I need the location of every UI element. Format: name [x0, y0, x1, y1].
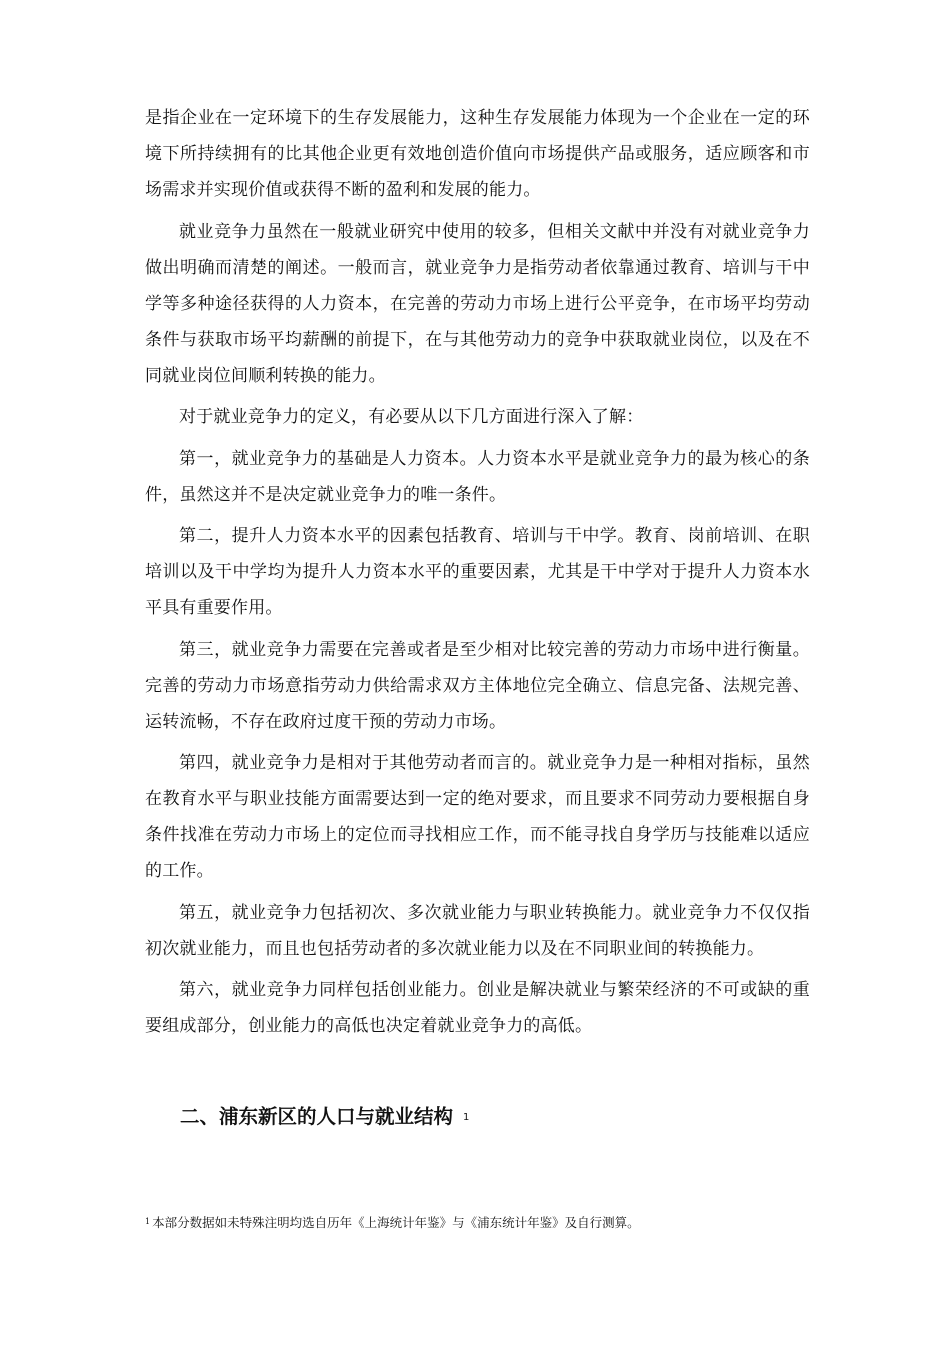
paragraph-6: 第三，就业竞争力需要在完善或者是至少相对比较完善的劳动力市场中进行衡量。完善的劳动力市场意指劳动力供给需求双方主体地位完全确立、信息完备、法规完善、运转流畅，不存在政府过度干预的劳动力市场。 [145, 639, 810, 732]
paragraph-2: 就业竞争力虽然在一般就业研究中使用的较多，但相关文献中并没有对就业竞争力做出明确而清楚的阐述。一般而言，就业竞争力是指劳动者依靠通过教育、培训与干中学等多种途径获得的人力资本，在完善的劳动力市场上进行公平竞争，在市场平均劳动条件与获取市场平均薪酬的前提下，在与其他劳动力的竞争中获取就业岗位，以及在不同就业岗位间顺利转换的能力。 [145, 221, 810, 386]
footnote-reference[interactable]: 1 [463, 1112, 470, 1123]
paragraph-3: 对于就业竞争力的定义，有必要从以下几方面进行深入了解： [179, 407, 644, 427]
paragraph-5: 第二，提升人力资本水平的因素包括教育、培训与干中学。教育、岗前培训、在职培训以及干中学均为提升人力资本水平的重要因素，尤其是干中学对于提升人力资本水平具有重要作用。 [145, 526, 810, 618]
footnote-text: 本部分数据如未特殊注明均选自历年《上海统计年鉴》与《浦东统计年鉴》及自行测算。 [152, 1215, 640, 1230]
body-text [145, 100, 810, 1050]
section-heading-text: 二、浦东新区的人口与就业结构 [180, 1105, 454, 1128]
footnote [145, 1212, 640, 1233]
section-heading [180, 1100, 469, 1135]
paragraph-1: 是指企业在一定环境下的生存发展能力，这种生存发展能力体现为一个企业在一定的环境下所持续拥有的比其他企业更有效地创造价值向市场提供产品或服务，适应顾客和市场需求并实现价值或获得不断的盈利和发展的能力。 [145, 108, 810, 200]
paragraph-9: 第六，就业竞争力同样包括创业能力。创业是解决就业与繁荣经济的不可或缺的重要组成部分，创业能力的高低也决定着就业竞争力的高低。 [145, 980, 810, 1036]
paragraph-4: 第一，就业竞争力的基础是人力资本。人力资本水平是就业竞争力的最为核心的条件，虽然这并不是决定就业竞争力的唯一条件。 [145, 448, 810, 505]
paragraph-8: 第五，就业竞争力包括初次、多次就业能力与职业转换能力。就业竞争力不仅仅指初次就业能力，而且也包括劳动者的多次就业能力以及在不同职业间的转换能力。 [145, 902, 810, 959]
footnote-mark: 1 [145, 1217, 151, 1226]
paragraph-7: 第四，就业竞争力是相对于其他劳动者而言的。就业竞争力是一种相对指标，虽然在教育水平与职业技能方面需要达到一定的绝对要求，而且要求不同劳动力要根据自身条件找准在劳动力市场上的定位而寻找相应工作，而不能寻找自身学历与技能难以适应的工作。 [145, 753, 810, 881]
